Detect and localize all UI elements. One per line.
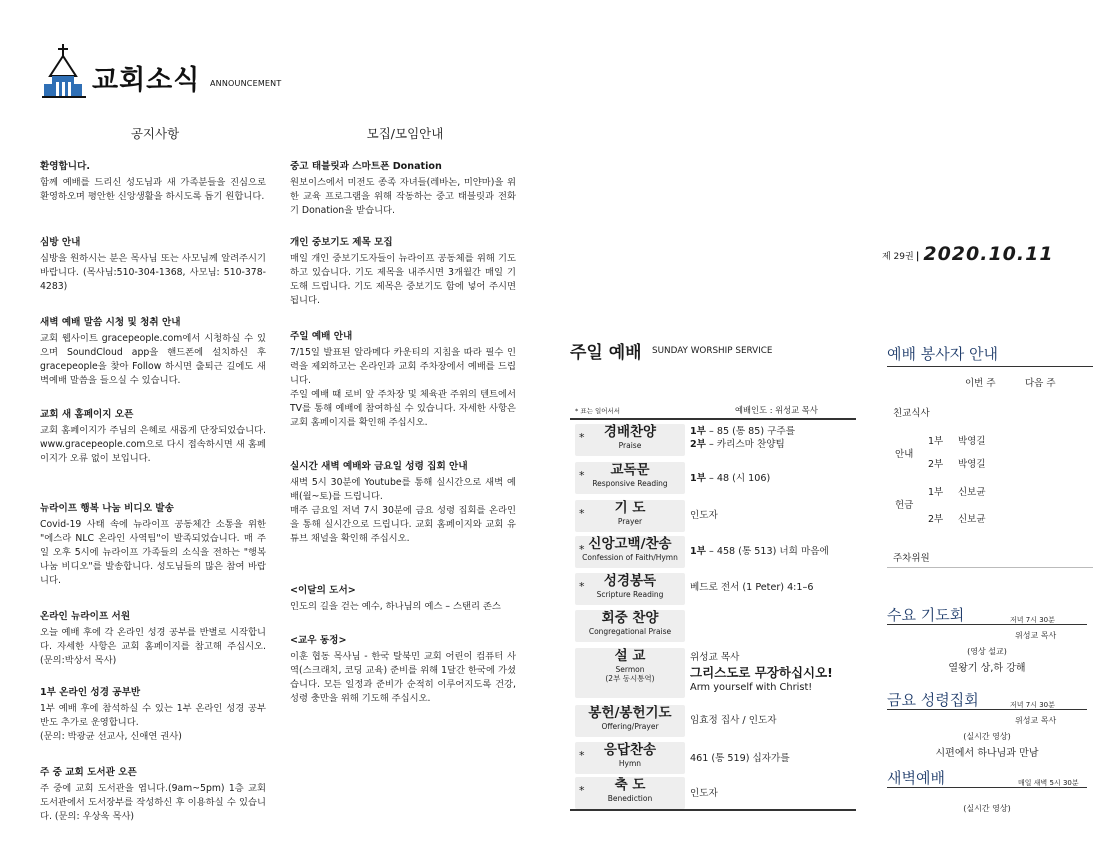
order-title-en: Sermon [615,665,645,674]
this-week-header: 이번 주 [965,378,996,389]
issue-info [882,243,1054,265]
order-responsive-desc [690,472,770,485]
order-title: 축 도 [614,777,646,793]
order-title: 기 도 [614,500,646,516]
order-congregational [575,610,685,642]
header-subtitle: ANNOUNCEMENT [210,79,282,88]
notice-title: 환영합니다. [40,161,90,172]
standing-note: * 표는 일어서서 [575,407,621,415]
order-title-en: Offering/Prayer [601,722,659,731]
meetings-heading: 모집/모임안내 [366,126,444,141]
servants-title: 예배 봉사자 안내 [887,345,998,363]
usher-part: 2부 [928,459,944,470]
friday-note: (실시간 영상) [963,732,1011,741]
part-label: 2부 [690,439,706,450]
notice-title: 심방 안내 [40,237,81,248]
notice-title: 실시간 새벽 예배와 금요일 성령 집회 안내 [290,461,468,472]
wednesday-rule [887,624,1087,625]
part-label: 1부 [690,473,706,484]
order-title-en: Benediction [607,794,653,803]
notice-welcome [40,160,266,204]
notices-heading: 공지사항 [130,126,180,141]
worship-title: 주일 예배 [570,343,642,363]
order-scripture [575,573,685,605]
order-sermon [575,648,685,698]
order-title-en: Praise [618,441,642,450]
worship-bottom-rule [570,809,856,811]
order-responsive [575,462,685,494]
wednesday-title: 수요 기도회 [887,606,965,624]
order-offering [575,705,685,737]
order-title-en: Prayer [617,517,643,526]
issue-date: 2020.10.11 [923,243,1054,265]
order-benediction-desc: 인도자 [690,788,718,799]
notice-visit [40,236,266,294]
notice-members [290,634,516,706]
notice-title: 뉴라이프 행복 나눔 비디오 발송 [40,503,174,514]
stand-marker: * [579,543,585,556]
notice-title: 주 중 교회 도서관 오픈 [40,767,137,778]
sermon-title-en: Arm yourself with Christ! [690,682,813,693]
notice-title: 주일 예배 안내 [290,331,353,342]
notice-text: 1부 예배 후에 참석하실 수 있는 1부 온라인 성경 공부반도 추가로 운영합니다. (문의: 박광균 선교사, 신애연 권사) [40,703,266,742]
order-title: 경배찬양 [603,424,657,440]
order-title: 회중 찬양 [601,610,659,626]
notice-title: <교우 동정> [290,635,347,646]
notice-live-worship [290,460,516,546]
friday-title: 금요 성령집회 [887,691,979,709]
stand-marker: * [579,469,585,482]
notice-title: 교회 새 홈페이지 오픈 [40,409,134,420]
notice-text: 오늘 예배 후에 각 온라인 성경 공부를 반별로 시작합니다. 자세한 사항은 교회 홈페이지를 참고해 주십시오. (문의:박상서 목사) [40,627,266,666]
order-confession [575,536,685,568]
part-label: 1부 [690,426,706,437]
order-title-en: Scripture Reading [596,590,664,599]
notice-title: 온라인 뉴라이프 서원 [40,611,131,622]
notice-donation [290,160,516,218]
offering-name: 신보균 [958,514,986,525]
servants-rule [887,366,1093,367]
notice-text: 함께 예배를 드리신 성도님과 새 가족분들을 진심으로 환영하오며 평안한 신앙생활을 하시도록 돕기 원합니다. [40,177,266,202]
notice-text: 매일 개인 중보기도자들이 뉴라이프 공동체를 위해 기도하고 있습니다. 기도 제목을 내주시면 3개월간 매일 기도해 드립니다. 기도 제목은 중보기도 함에 넣어 주시면 됩니다. [290,253,516,306]
desc-line: – 85 (통 85) 구주를 [705,426,795,437]
notice-online-study [40,610,266,668]
notice-title: 1부 온라인 성경 공부반 [40,687,141,698]
notice-title: 새벽 예배 말씀 시청 및 청취 안내 [40,317,181,328]
order-scripture-desc: 베드로 전서 (1 Peter) 4:1–6 [690,582,814,593]
sermon-title: 그리스도로 무장하십시오! [690,665,833,680]
notice-text: 원보이스에서 미전도 종족 자녀들(레바논, 미얀마)을 위한 교육 프로그램을 위해 작동하는 중고 태블릿과 전화기 Donation을 받습니다. [290,177,516,216]
notice-text: 교회 홈페이지가 주님의 은혜로 새롭게 단장되었습니다. www.gracepeople.com으로 다시 접속하시면 새 홈페이지가 오류 없이 보입니다. [40,425,266,464]
notice-library [40,766,266,824]
notice-text: 심방을 원하시는 분은 목사님 또는 사모님께 알려주시기 바랍니다. (목사님:510-304-1368, 사모님: 510-378-4283) [40,253,266,292]
order-title-en: Responsive Reading [592,479,668,488]
offering-part: 1부 [928,487,944,498]
stand-marker: * [579,784,585,797]
desc-line: – 48 (시 106) [705,473,771,484]
friday-leader: 위성교 목사 [1015,716,1057,725]
order-interpretation: (2부 동시통역) [605,674,655,683]
notice-text: 7/15일 발표된 알라메다 카운티의 지침을 따라 필수 인력을 제외하고는 온라인과 교회 주차장에서 예배를 드립니다. 주일 예배 때 로비 앞 주차장 및 체육관 주위의 텐트에서 TV를 통해 예배에 참여하실 수 있습니다. 자세한 사항은 교회 홈페이지를 확인해 주십시오. [290,347,516,428]
friday-rule [887,709,1087,710]
order-title-en: Congregational Praise [588,627,672,636]
notice-text: 주 중에 교회 도서관을 엽니다.(9am~5pm) 1층 교회 도서관에서 도서장부를 작성하신 후 이용하실 수 있습니다. (문의: 우상욱 목사) [40,783,266,822]
order-prayer-desc: 인도자 [690,510,718,521]
next-week-header: 다음 주 [1025,378,1056,389]
usher-part: 1부 [928,436,944,447]
notice-homepage [40,408,266,466]
order-title: 응답찬송 [603,742,657,758]
order-hymn-desc: 461 (통 519) 십자가를 [690,753,790,764]
notice-text: 이훈 협동 목사님 - 한국 탈북민 교회 어린이 컴퓨터 사역(스크래치, 코딩 교육) 준비를 위해 1달간 한국에 가셨습니다. 모든 일정과 준비가 순적히 이루어지도록 건강, 성령 충만을 위해 기도해 주십시오. [290,651,516,704]
order-praise-desc [690,425,795,451]
dawn-title: 새벽예배 [887,769,945,787]
dawn-time: 매일 새벽 5시 30분 [1018,779,1079,787]
worship-leader: 예배인도 : 위성교 목사 [735,405,818,415]
notice-intercession [290,236,516,308]
notice-video [40,502,266,588]
header-title: 교회소식 [92,65,201,96]
order-praise [575,424,685,456]
notice-title: <이달의 도서> [290,585,356,596]
notice-text: 인도의 길을 걷는 예수, 하나님의 예스 – 스탠리 존스 [290,601,501,612]
usher-name: 박영길 [958,459,986,470]
order-prayer [575,500,685,532]
wednesday-time: 저녁 7시 30분 [1010,616,1055,624]
stand-marker: * [579,749,585,762]
order-title-en: Hymn [618,759,642,768]
fellowship-label: 친교식사 [893,408,930,419]
order-title-en: Confession of Faith/Hymn [582,553,678,562]
order-benediction [575,777,685,809]
notice-title: 개인 중보기도 제목 모집 [290,237,393,248]
order-title: 교독문 [610,462,650,478]
issue-volume: 제 29권 [882,252,914,262]
usher-label: 안내 [895,449,914,460]
friday-time: 저녁 7시 30분 [1010,701,1055,709]
notice-text: 새벽 5시 30분에 Youtube를 통해 실시간으로 새벽 예배(월~토)를 드립니다. 매주 금요일 저녁 7시 30분에 금요 성령 집회를 온라인을 통해 실시간으로 드립니다. 교회 홈페이지와 교회 유튜브 채널을 확인해 주십시오. [290,477,516,544]
desc-line: – 458 (통 513) 너희 마음에 [705,546,829,557]
order-title: 봉헌/봉헌기도 [588,705,672,721]
order-confession-desc [690,545,829,558]
notice-title: 중고 태블릿과 스마트폰 Donation [290,161,442,172]
issue-separator: | [915,251,920,262]
worship-top-rule [570,418,856,420]
notice-text: 교회 웹사이트 gracepeople.com에서 시청하실 수 있으며 SoundCloud app을 핸드폰에 설치하신 후 gracepeople을 찾아 Follow 하시면 출퇴근 길에도 새벽예배 말씀을 들으실 수 있습니다. [40,333,266,386]
order-title: 신앙고백/찬송 [588,536,672,552]
stand-marker: * [579,431,585,444]
offering-label: 헌금 [895,500,914,511]
notice-text: Covid-19 사태 속에 뉴라이프 공동체간 소통을 위한 "에스라 NLC 온라인 사역팀"이 발족되었습니다. 매 주일 오후 5시에 뉴라이프 가족들의 소식을 전하는 "행복 나눔 비디오"를 발송합니다. 성도님들의 많은 참여 바랍니다. [40,519,266,586]
notice-first-study [40,686,266,744]
stand-marker: * [579,507,585,520]
part-label: 1부 [690,546,706,557]
offering-part: 2부 [928,514,944,525]
preacher: 위성교 목사 [690,652,740,663]
notice-book [290,584,516,614]
notice-sunday-worship [290,330,516,430]
order-sermon-desc [690,651,833,694]
usher-name: 박영길 [958,436,986,447]
order-title: 성경봉독 [603,573,657,589]
servants-bottom-rule [887,567,1093,568]
parking-label: 주차위원 [893,553,930,564]
dawn-note: (실시간 영상) [963,804,1011,813]
desc-line: – 카리스마 찬양팀 [705,439,785,450]
friday-main: 시편에서 하나님과 만남 [935,748,1039,759]
wednesday-leader: 위성교 목사 [1015,631,1057,640]
wednesday-note: (영상 설교) [967,647,1007,656]
order-hymn [575,742,685,774]
church-icon [42,42,86,98]
order-title: 설 교 [614,648,646,664]
wednesday-main: 열왕기 상,하 강해 [948,663,1026,674]
stand-marker: * [579,580,585,593]
worship-title-en: SUNDAY WORSHIP SERVICE [652,346,773,356]
notice-dawn-sermon [40,316,266,388]
order-offering-desc: 임효정 집사 / 인도자 [690,715,777,726]
offering-name: 신보균 [958,487,986,498]
